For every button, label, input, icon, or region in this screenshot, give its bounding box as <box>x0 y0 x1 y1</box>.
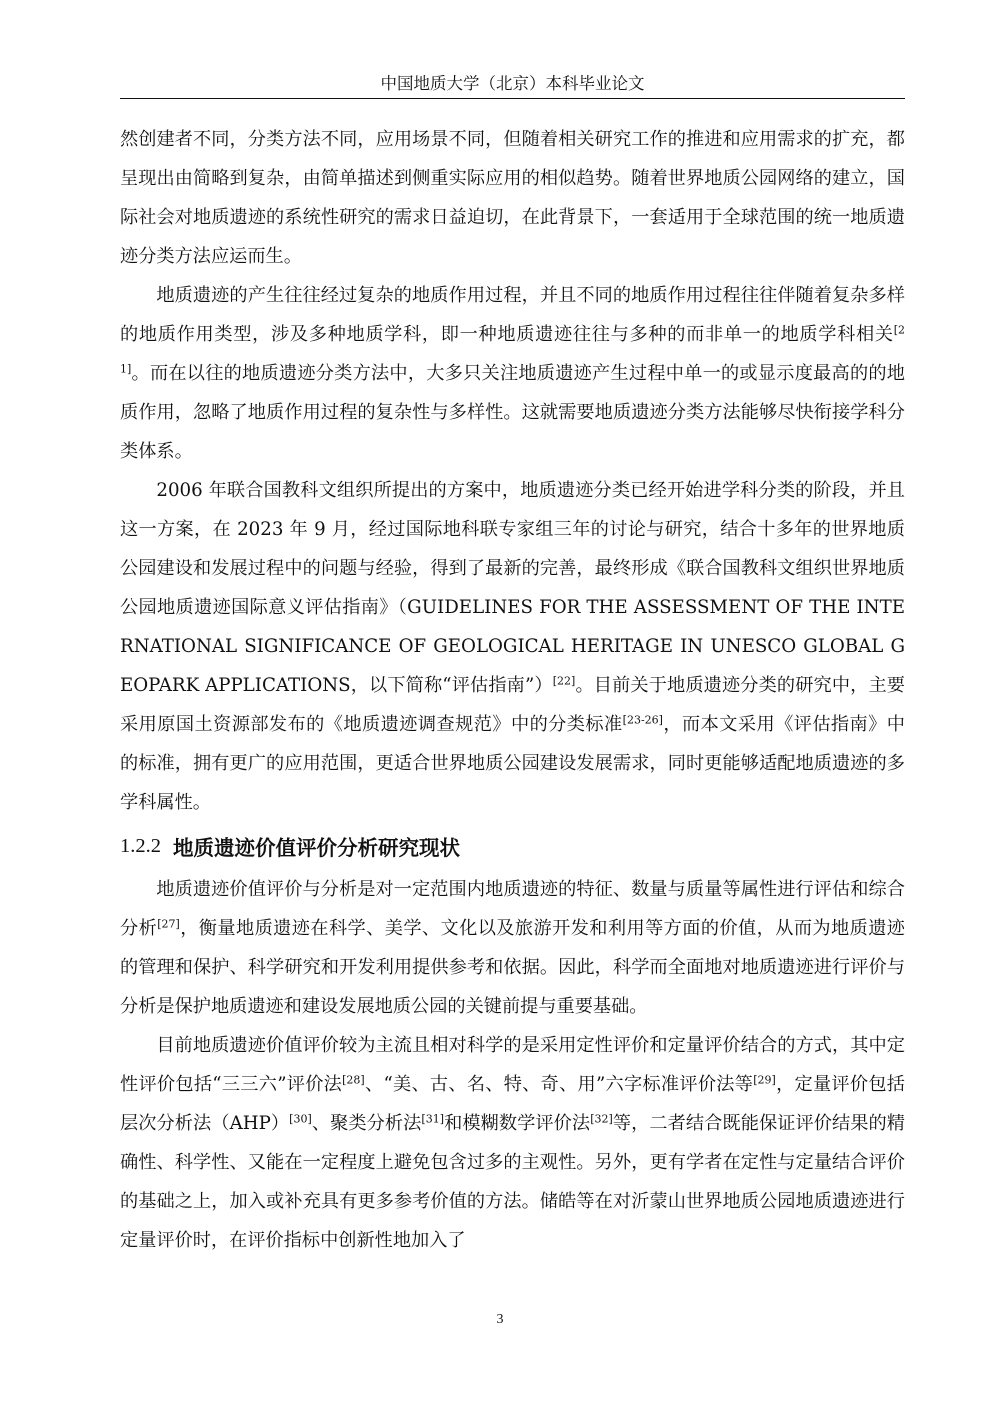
citation-22: [22] <box>552 674 576 688</box>
paragraph-1 <box>120 120 905 276</box>
paragraph-4 <box>120 870 905 1026</box>
citation-21: [21] <box>120 323 905 376</box>
paragraph-2-text-b: 。而在以往的地质遗迹分类方法中，大多只关注地质遗迹产生过程中单一的或显示度最高的的地质作用，忽略了地质作用过程的复杂性与多样性。这就需要地质遗迹分类方法能够尽快衔接学科分类体系。 <box>120 363 905 462</box>
citation-23-26: [23-26] <box>622 713 663 727</box>
section-title: 地质遗迹价值评价分析研究现状 <box>173 836 460 860</box>
paragraph-5-text-e: 和模糊数学评价法 <box>444 1113 591 1134</box>
paragraph-1-text: 然创建者不同，分类方法不同，应用场景不同，但随着相关研究工作的推进和应用需求的扩充，都呈现出由简略到复杂，由简单描述到侧重实际应用的相似趋势。随着世界地质公园网络的建立，国际社会对地质遗迹的系统性研究的需求日益迫切，在此背景下，一套适用于全球范围的统一地质遗迹分类方法应运而生。 <box>120 129 905 267</box>
paragraph-3-text-a: 2006 年联合国教科文组织所提出的方案中，地质遗迹分类已经开始进学科分类的阶段，并且这一方案，在 2023 年 9 月，经过国际地科联专家组三年的讨论与研究，结合十多年的世界地质公园建设和发展过程中的问题与经验，得到了最新的完善，最终形成《联合国教科文组织世界地质公园地质遗迹国际意义评估指南》（GUIDELINES FOR THE ASSESSMENT OF THE INTERNATIONAL SIGNIFICANCE OF GEOLOGICAL HERITAGE IN UNESCO GLOBAL GEOPARK APPLICATIONS，以下简称“评估指南”） <box>120 480 905 696</box>
paragraph-4-text-b: ，衡量地质遗迹在科学、美学、文化以及旅游开发和利用等方面的价值，从而为地质遗迹的管理和保护、科学研究和开发利用提供参考和依据。因此，科学而全面地对地质遗迹进行评价与分析是保护地质遗迹和建设发展地质公园的关键前提与重要基础。 <box>120 918 905 1017</box>
paragraph-2 <box>120 276 905 471</box>
body-text <box>120 120 905 1260</box>
paragraph-3 <box>120 471 905 822</box>
paragraph-5 <box>120 1026 905 1260</box>
citation-31: [31] <box>421 1112 444 1126</box>
paragraph-5-text-c: ，定量评价包括层次分析法（AHP） <box>120 1074 905 1134</box>
citation-29: [29] <box>753 1073 776 1087</box>
section-heading <box>120 822 905 870</box>
citation-28: [28] <box>342 1073 365 1087</box>
paragraph-5-text-d: 、聚类分析法 <box>311 1113 422 1134</box>
paragraph-5-text-f: 等，二者结合既能保证评价结果的精确性、科学性、又能在一定程度上避免包含过多的主观性。另外，更有学者在定性与定量结合评价的基础之上，加入或补充具有更多参考价值的方法。储皓等在对沂蒙山世界地质公园地质遗迹进行定量评价时，在评价指标中创新性地加入了 <box>120 1113 905 1251</box>
citation-27: [27] <box>157 917 180 931</box>
paragraph-3-text-b: 。目前关于地质遗迹分类的研究中，主要采用原国土资源部发布的《地质遗迹调查规范》中的分类标准 <box>120 675 905 735</box>
citation-32: [32] <box>590 1112 613 1126</box>
paragraph-3-text-c: ，而本文采用《评估指南》中的标准，拥有更广的应用范围，更适合世界地质公园建设发展需求，同时更能够适配地质遗迹的多学科属性。 <box>120 714 905 813</box>
header-rule <box>120 98 905 99</box>
paragraph-5-text-b: 、“美、古、名、特、奇、用”六字标准评价法等 <box>364 1074 754 1095</box>
page-header: 中国地质大学（北京）本科毕业论文 <box>380 74 645 93</box>
paragraph-5-text-a: 目前地质遗迹价值评价较为主流且相对科学的是采用定性评价和定量评价结合的方式，其中定性评价包括“三三六”评价法 <box>120 1035 905 1095</box>
section-number: 1.2.2 <box>120 834 161 857</box>
page-number: 3 <box>496 1312 504 1327</box>
citation-30: [30] <box>289 1112 312 1126</box>
paragraph-4-text-a: 地质遗迹价值评价与分析是对一定范围内地质遗迹的特征、数量与质量等属性进行评估和综合分析 <box>120 879 905 939</box>
paragraph-2-text-a: 地质遗迹的产生往往经过复杂的地质作用过程，并且不同的地质作用过程往往伴随着复杂多样的地质作用类型，涉及多种地质学科，即一种地质遗迹往往与多种的而非单一的地质学科相关 <box>120 285 905 345</box>
